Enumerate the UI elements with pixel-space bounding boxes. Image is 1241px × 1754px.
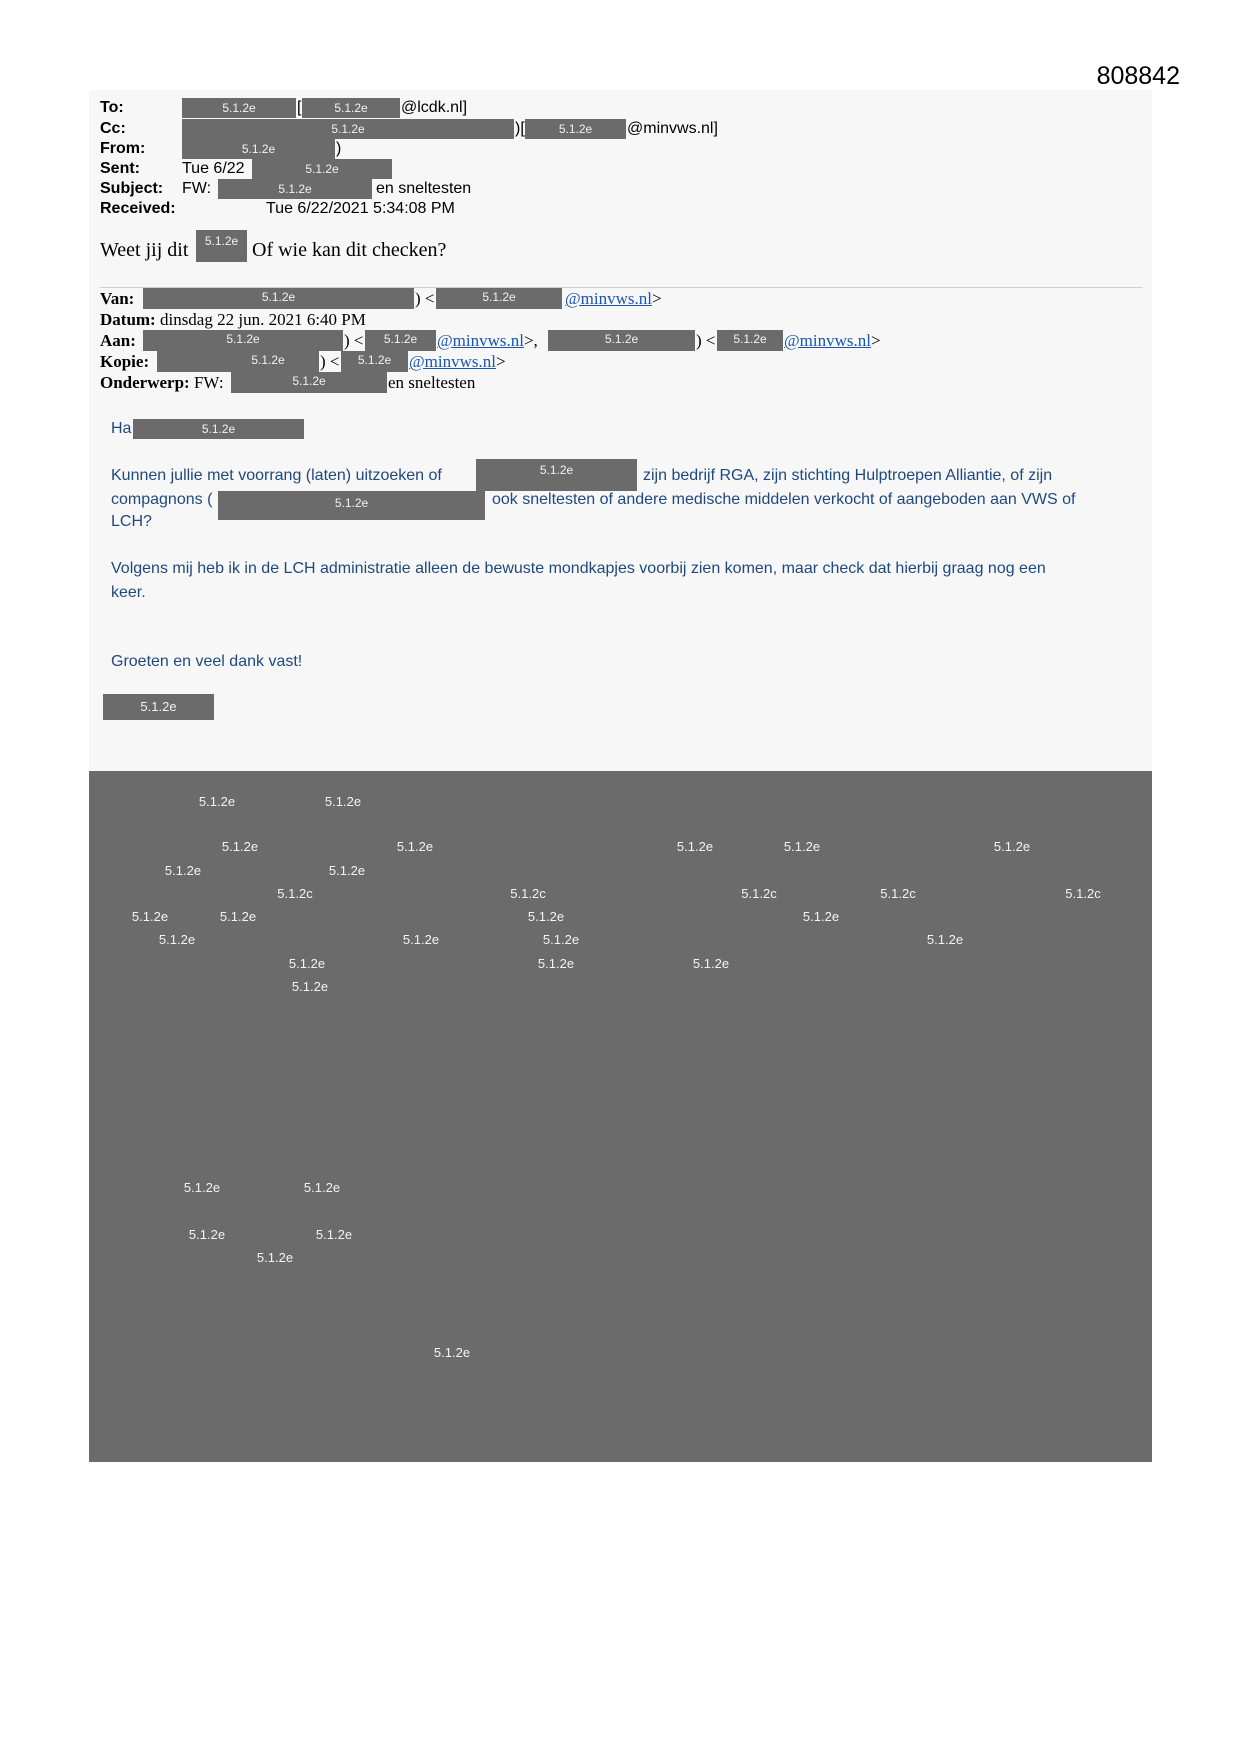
aan-email-2 — [784, 330, 881, 351]
redaction-box: 5.1.2e — [143, 330, 343, 351]
body-line: keer. — [111, 584, 146, 601]
redaction-label: 5.1.2e — [221, 839, 259, 854]
redaction-box: 5.1.2e — [196, 230, 247, 262]
forward-note-end: Of wie kan dit checken? — [252, 239, 447, 261]
redaction-label: 5.1.2e — [291, 979, 329, 994]
received-label: Received: — [100, 200, 176, 217]
from-row — [0, 139, 1241, 159]
to-row — [0, 98, 1241, 118]
redaction-box: 5.1.2e — [252, 159, 392, 179]
redaction-label: 5.1.2e — [542, 932, 580, 947]
onderwerp-label: Onderwerp: — [100, 373, 190, 392]
email-link[interactable]: @minvws.nl — [784, 331, 871, 350]
redaction-label: 5.1.2e — [183, 1180, 221, 1195]
cc-label: Cc: — [100, 120, 126, 137]
to-label: To: — [100, 99, 124, 116]
email-link[interactable]: @minvws.nl — [409, 352, 496, 371]
redaction-label: 5.1.2e — [303, 1180, 341, 1195]
closing-bracket: > — [495, 352, 506, 371]
redaction-label: 5.1.2c — [880, 886, 916, 901]
redaction-label: 5.1.2e — [396, 839, 434, 854]
subject-row — [0, 179, 1241, 199]
datum-value: dinsdag 22 jun. 2021 6:40 PM — [159, 310, 366, 329]
redaction-label: 5.1.2e — [692, 956, 730, 971]
redaction-label: 5.1.2c — [510, 886, 546, 901]
bracket-text: [ — [297, 99, 302, 116]
separator-text: ) < — [415, 289, 435, 308]
forward-note — [0, 230, 1241, 262]
redaction-label: 5.1.2e — [527, 909, 565, 924]
redaction-box: 5.1.2e — [218, 179, 372, 199]
redaction-box: 5.1.2e — [365, 330, 436, 351]
subject-label: Subject: — [100, 180, 164, 197]
received-value: Tue 6/22/2021 5:34:08 PM — [266, 200, 455, 217]
sent-row — [0, 159, 1241, 179]
redaction-label: 5.1.2e — [802, 909, 840, 924]
redaction-label: 5.1.2c — [277, 886, 313, 901]
redaction-label: 5.1.2e — [783, 839, 821, 854]
separator-text: ) < — [320, 352, 340, 371]
redaction-label: 5.1.2e — [328, 863, 366, 878]
closing-bracket: >, — [523, 331, 538, 350]
body-line: LCH? — [111, 513, 152, 530]
redaction-box: 5.1.2e — [341, 351, 408, 372]
redaction-box: 5.1.2e — [218, 491, 485, 520]
datum-label: Datum: — [100, 310, 156, 329]
redaction-label: 5.1.2e — [926, 932, 964, 947]
greeting: Ha — [111, 420, 132, 437]
redaction-box: 5.1.2e — [525, 119, 626, 139]
body-line: Volgens mij heb ik in de LCH administratie alleen de bewuste mondkapjes voorbij zien komen, maar check dat hierbij graag nog een — [111, 560, 1046, 577]
redaction-box: 5.1.2e — [182, 119, 514, 139]
redaction-label: 5.1.2c — [741, 886, 777, 901]
onderwerp-row — [0, 372, 1241, 393]
datum-row — [0, 309, 1241, 330]
redaction-label: 5.1.2e — [158, 932, 196, 947]
separator-text: ) < — [696, 331, 716, 350]
body-line: compagnons ( — [111, 491, 213, 508]
onderwerp-prefix: FW: — [193, 373, 224, 392]
redaction-label: 5.1.2e — [324, 794, 362, 809]
cc-row — [0, 119, 1241, 139]
redaction-label: 5.1.2e — [219, 909, 257, 924]
redaction-box: 5.1.2e — [476, 459, 637, 491]
redaction-label: 5.1.2e — [433, 1345, 471, 1360]
kopie-email — [409, 351, 506, 372]
received-row — [0, 199, 1241, 219]
redaction-box: 5.1.2e — [436, 288, 562, 309]
to-domain: @lcdk.nl] — [401, 99, 468, 116]
email-link[interactable]: @minvws.nl — [437, 331, 524, 350]
redaction-label: 5.1.2e — [676, 839, 714, 854]
subject-prefix: FW: — [182, 180, 212, 197]
separator-text: ) < — [344, 331, 364, 350]
body-line: Kunnen jullie met voorrang (laten) uitzoeken of — [111, 467, 442, 484]
subject-suffix: en sneltesten — [376, 180, 472, 197]
redaction-box: 5.1.2e — [548, 330, 695, 351]
redaction-box: 5.1.2e — [157, 351, 319, 372]
redaction-label: 5.1.2e — [256, 1250, 294, 1265]
body-line: ook sneltesten of andere medische middelen verkocht of aangeboden aan VWS of — [492, 491, 1076, 508]
van-email — [565, 288, 662, 309]
redaction-label: 5.1.2c — [1065, 886, 1101, 901]
aan-email-1 — [437, 330, 538, 351]
document-number: 808842 — [1096, 62, 1180, 90]
sent-label: Sent: — [100, 160, 140, 177]
closing-bracket: > — [651, 289, 662, 308]
redaction-box: 5.1.2e — [133, 419, 304, 439]
redaction-box: 5.1.2e — [143, 288, 414, 309]
closing-bracket: > — [870, 331, 881, 350]
kopie-row — [0, 351, 1241, 372]
onderwerp-line — [100, 372, 224, 393]
redaction-box: 5.1.2e — [302, 98, 400, 118]
redaction-label: 5.1.2e — [537, 956, 575, 971]
sent-value: Tue 6/22 — [182, 160, 245, 177]
aan-row — [0, 330, 1241, 351]
kopie-label: Kopie: — [100, 352, 150, 371]
redaction-label: 5.1.2e — [288, 956, 326, 971]
bracket-text: )[ — [515, 120, 525, 137]
signature-redaction: 5.1.2e — [103, 694, 214, 720]
redaction-label: 5.1.2e — [164, 863, 202, 878]
redacted-block — [89, 771, 1152, 1462]
bracket-text: ) — [336, 140, 342, 157]
redaction-label: 5.1.2e — [402, 932, 440, 947]
closing-line: Groeten en veel dank vast! — [111, 653, 303, 670]
body-line: zijn bedrijf RGA, zijn stichting Hulptroepen Alliantie, of zijn — [643, 467, 1053, 484]
van-row — [0, 288, 1241, 309]
redaction-box: 5.1.2e — [231, 372, 387, 393]
redaction-label: 5.1.2e — [993, 839, 1031, 854]
van-label: Van: — [100, 289, 135, 308]
redaction-label: 5.1.2e — [131, 909, 169, 924]
redaction-label: 5.1.2e — [315, 1227, 353, 1242]
cc-domain: @minvws.nl] — [627, 120, 718, 137]
from-label: From: — [100, 140, 146, 157]
redaction-box: 5.1.2e — [182, 98, 296, 118]
redaction-box: 5.1.2e — [182, 139, 335, 159]
redaction-box: 5.1.2e — [717, 330, 783, 351]
forward-note-start: Weet jij dit — [100, 239, 189, 261]
aan-label: Aan: — [100, 331, 136, 350]
onderwerp-suffix: en sneltesten — [388, 373, 476, 392]
redaction-label: 5.1.2e — [198, 794, 236, 809]
email-link[interactable]: @minvws.nl — [565, 289, 652, 308]
datum-line — [100, 309, 366, 330]
redaction-label: 5.1.2e — [188, 1227, 226, 1242]
